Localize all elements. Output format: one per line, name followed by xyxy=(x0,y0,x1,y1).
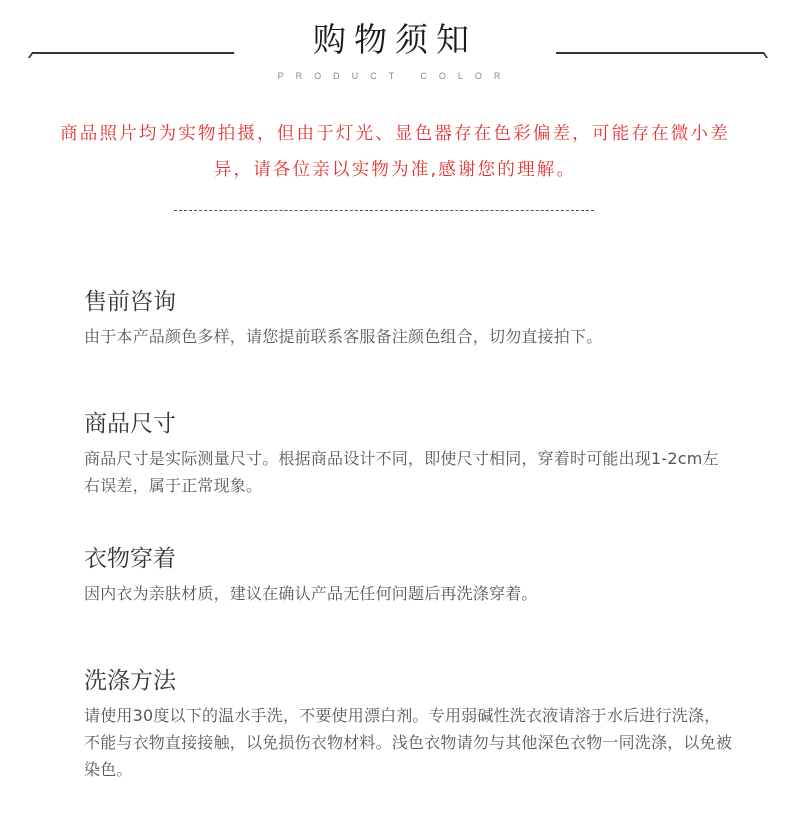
section-title: 售前咨询 xyxy=(84,289,176,315)
dashed-divider xyxy=(174,210,594,211)
color-notice: 商品照片均为实物拍摄，但由于灯光、显色器存在色彩偏差，可能存在微小差异，请各位亲以实物为准,感谢您的理解。 xyxy=(60,124,730,180)
section-body: 商品尺寸是实际测量尺寸。根据商品设计不同，即使尺寸相同，穿着时可能出现1-2cm左右误差，属于正常现象。 xyxy=(84,449,719,495)
section-washing xyxy=(84,665,734,783)
section-title: 商品尺寸 xyxy=(84,411,176,437)
page-title: 购物须知 xyxy=(313,20,477,59)
section-product-size xyxy=(84,408,734,499)
section-title: 洗涤方法 xyxy=(84,668,176,694)
section-presale-consult xyxy=(84,286,734,350)
right-decorative-rule xyxy=(556,52,762,54)
section-body: 因内衣为亲肤材质，建议在确认产品无任何问题后再洗涤穿着。 xyxy=(84,584,538,603)
section-body: 请使用30度以下的温水手洗，不要使用漂白剂。专用弱碱性洗衣液请溶于水后进行洗涤，不能与衣物直接接触，以免损伤衣物材料。浅色衣物请勿与其他深色衣物一同洗涤，以免被染色。 xyxy=(84,706,733,779)
page-subtitle: PRODUCT COLOR xyxy=(277,71,513,81)
section-title: 衣物穿着 xyxy=(84,546,176,572)
section-wearing xyxy=(84,543,734,607)
section-body: 由于本产品颜色多样，请您提前联系客服备注颜色组合，切勿直接拍下。 xyxy=(84,327,603,346)
header xyxy=(0,0,790,90)
